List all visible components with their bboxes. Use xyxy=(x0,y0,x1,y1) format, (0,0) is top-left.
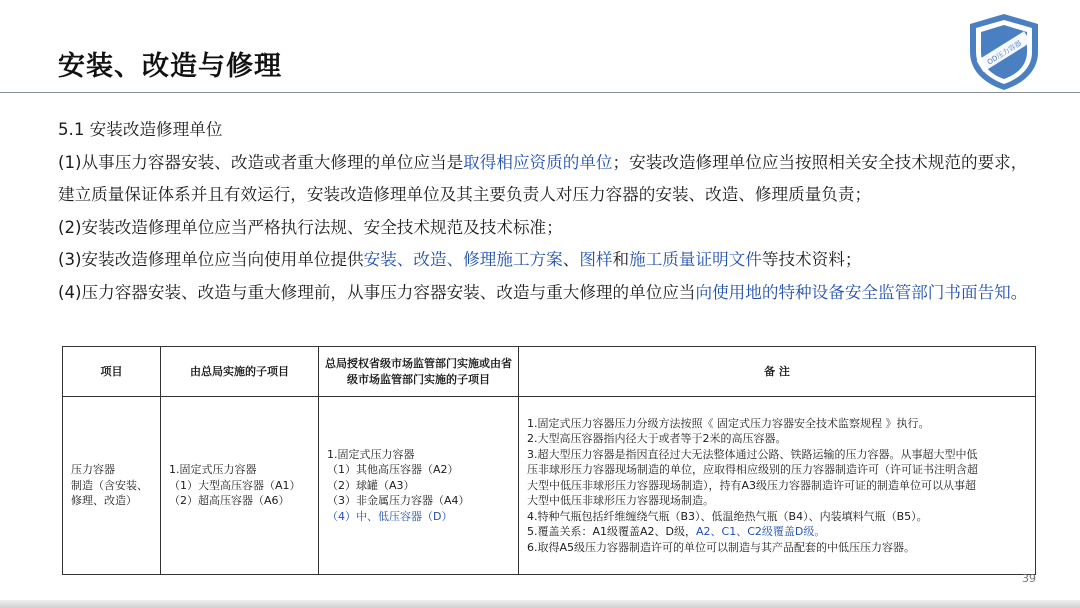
license-table xyxy=(62,346,1036,575)
provincial-line: （4）中、低压容器（D） xyxy=(327,509,453,523)
header-notes: 备 注 xyxy=(519,347,1036,397)
shield-logo-icon xyxy=(966,12,1042,92)
page-title: 安装、改造与修理 xyxy=(58,51,282,82)
note-text: 压非球形压力容器现场制造的单位，应取得相应级别的压力容器制造许可（许可证书注明含超 xyxy=(527,463,978,477)
paragraph-text: 、 xyxy=(562,250,580,270)
paragraph-item xyxy=(58,212,1038,245)
note-text: 4.特种气瓶包括纤维缠绕气瓶（B3）、低温绝热气瓶（B4）、内装填料气瓶（B5）。 xyxy=(527,509,928,523)
paragraph-text: (3)安装改造修理单位应当向使用单位提供 xyxy=(58,250,364,270)
paragraph-text: 和 xyxy=(612,250,630,270)
header-provincial: 总局授权省级市场监管部门实施或由省级市场监管部门实施的子项目 xyxy=(319,347,519,397)
highlight-text: 施工质量证明文件 xyxy=(629,250,762,270)
paragraph-text: 等技术资料； xyxy=(761,250,862,270)
paragraph-text: (4)压力容器安装、改造与重大修理前，从事压力容器安装、改造与重大修理的单位应当 xyxy=(58,282,696,302)
note-text: 6.取得A5级压力容器制造许可的单位可以制造与其产品配套的中低压压力容器。 xyxy=(527,540,916,554)
highlight-text: 安装、改造、修理施工方案 xyxy=(363,250,563,270)
note-text: 2.大型高压容器指内径大于或者等于2米的高压容器。 xyxy=(527,432,787,446)
item-line: 制造（含安装、 xyxy=(71,478,148,492)
logo-text: OD压力容器 xyxy=(985,39,1024,67)
table-row xyxy=(63,397,1036,575)
note-line xyxy=(527,478,1027,494)
paragraph-text: (2)安装改造修理单位应当严格执行法规、安全技术规范及技术标准； xyxy=(58,217,563,237)
provincial-line: （1）其他高压容器（A2） xyxy=(327,463,459,477)
paragraph-text: ；安装改造修理单位应当按照相关安全技术规范的要求，建立质量保证体系并且有效运行，安装改造修理单位及其主要负责人对压力容器的安装、改造、修理质量负责； xyxy=(58,152,1028,205)
provincial-line: （2）球罐（A3） xyxy=(327,478,415,492)
section-items xyxy=(58,147,1038,310)
note-text: 3.超大型压力容器是指因直径过大无法整体通过公路、铁路运输的压力容器。从事超大型中低 xyxy=(527,447,978,461)
table-header-row xyxy=(63,347,1036,397)
provincial-line: 1.固定式压力容器 xyxy=(327,447,415,461)
footer-bar xyxy=(0,600,1080,608)
paragraph-text: (1)从事压力容器安装、改造或者重大修理的单位应当是 xyxy=(58,152,464,172)
central-line: （2）超高压容器（A6） xyxy=(169,494,290,508)
note-line xyxy=(527,416,1027,432)
cell-central xyxy=(161,397,319,575)
note-text: 1.固定式压力容器压力分级方法按照《 固定式压力容器安全技术监察规程 》执行。 xyxy=(527,416,930,430)
note-line xyxy=(527,447,1027,463)
paragraph-item xyxy=(58,147,1038,212)
central-line: 1.固定式压力容器 xyxy=(169,463,257,477)
note-line xyxy=(527,431,1027,447)
item-line: 修理、改造） xyxy=(71,494,137,508)
header-item: 项目 xyxy=(63,347,161,397)
highlight-text: 图样 xyxy=(579,250,613,270)
highlight-text: 取得相应资质的单位 xyxy=(463,152,613,172)
header-central: 由总局实施的子项目 xyxy=(161,347,319,397)
note-line xyxy=(527,493,1027,509)
cell-item xyxy=(63,397,161,575)
paragraph-item xyxy=(58,277,1038,310)
section-content xyxy=(58,114,1038,310)
note-text: 大型中低压非球形压力容器现场制造），持有A3级压力容器制造许可证的制造单位可以从事超 xyxy=(527,478,977,492)
note-text: 5.覆盖关系：A1级覆盖A2、D级， xyxy=(527,525,697,539)
paragraph-item xyxy=(58,244,1038,277)
paragraph-text: 。 xyxy=(1010,282,1028,302)
note-line xyxy=(527,462,1027,478)
cell-provincial xyxy=(319,397,519,575)
item-line: 压力容器 xyxy=(71,463,115,477)
note-text: A2、C1、C2级覆盖D级。 xyxy=(696,525,826,539)
title-divider xyxy=(0,92,1080,93)
section-heading: 5.1 安装改造修理单位 xyxy=(58,120,223,139)
highlight-text: 向使用地的特种设备安全监管部门书面告知 xyxy=(695,282,1011,302)
provincial-line: （3）非金属压力容器（A4） xyxy=(327,494,470,508)
note-line xyxy=(527,509,1027,525)
cell-notes xyxy=(519,397,1036,575)
page-number: 39 xyxy=(1022,572,1036,585)
central-line: （1）大型高压容器（A1） xyxy=(169,478,301,492)
note-line xyxy=(527,524,1027,540)
note-line xyxy=(527,540,1027,556)
note-text: 大型中低压非球形压力容器现场制造。 xyxy=(527,494,714,508)
